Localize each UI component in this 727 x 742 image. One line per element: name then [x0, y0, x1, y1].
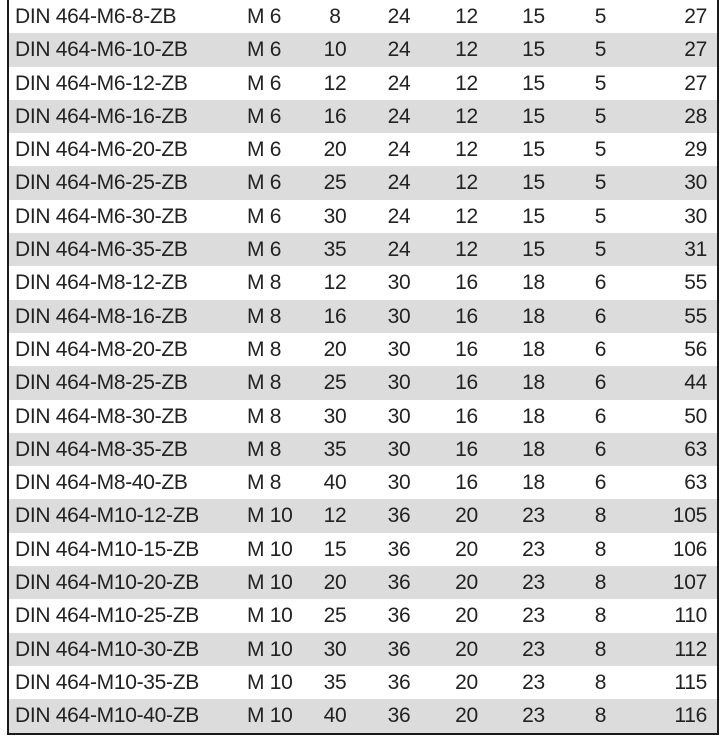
- dimension-cell: 15: [500, 33, 567, 66]
- table-row: [9, 200, 717, 233]
- dimension-cell: 15: [500, 233, 567, 266]
- table-row: [9, 666, 717, 699]
- thread-size-cell: M 10: [247, 537, 293, 561]
- part-number-cell: DIN 464-M8-12-ZB: [15, 271, 188, 295]
- dimension-cell: 18: [522, 404, 545, 428]
- table-row: [9, 266, 717, 299]
- head-diameter-cell: 30: [365, 433, 433, 466]
- thread-size-cell: M 10: [245, 499, 305, 532]
- thread-size-cell: M 10: [245, 633, 305, 666]
- head-diameter-cell: 24: [365, 166, 433, 199]
- head-diameter-cell: 36: [387, 537, 411, 561]
- head-diameter-cell: 30: [387, 471, 411, 495]
- head-diameter-cell: 24: [387, 204, 411, 228]
- table-row: [9, 67, 717, 100]
- weight-cell: 55: [634, 300, 717, 333]
- weight-cell: 30: [684, 204, 707, 228]
- dimension-cell: 8: [567, 566, 634, 599]
- thread-size-cell: M 8: [247, 404, 282, 428]
- dimension-cell: 6: [594, 271, 607, 295]
- part-number-cell: DIN 464-M8-20-ZB: [15, 337, 188, 361]
- length-cell: 12: [323, 71, 347, 95]
- head-height-cell: 16: [433, 300, 500, 333]
- length-cell: 40: [305, 699, 365, 732]
- dimension-cell: 8: [594, 670, 607, 694]
- table-row: [9, 166, 717, 199]
- head-height-cell: 16: [455, 471, 478, 495]
- dimension-cell: 8: [567, 499, 634, 532]
- head-diameter-cell: 24: [365, 33, 433, 66]
- thread-size-cell: M 6: [247, 71, 282, 95]
- dimension-cell: 5: [594, 5, 607, 28]
- weight-cell: 44: [634, 366, 717, 399]
- dimension-cell: 15: [500, 166, 567, 199]
- table-row: [9, 499, 717, 532]
- dimension-cell: 15: [522, 71, 545, 95]
- part-number-cell: DIN 464-M6-10-ZB: [9, 33, 245, 66]
- head-height-cell: 20: [455, 537, 478, 561]
- head-height-cell: 16: [433, 366, 500, 399]
- head-diameter-cell: 30: [365, 300, 433, 333]
- head-diameter-cell: 24: [387, 138, 411, 162]
- length-cell: 25: [305, 166, 365, 199]
- part-number-cell: DIN 464-M6-8-ZB: [15, 5, 177, 28]
- table-row: [9, 699, 717, 732]
- dimension-cell: 6: [594, 337, 607, 361]
- head-diameter-cell: 24: [387, 71, 411, 95]
- thread-size-cell: M 10: [247, 670, 293, 694]
- length-cell: 16: [305, 100, 365, 133]
- head-diameter-cell: 30: [365, 366, 433, 399]
- weight-cell: 31: [634, 233, 717, 266]
- dimension-cell: 18: [500, 366, 567, 399]
- dimension-cell: 6: [567, 300, 634, 333]
- part-number-cell: DIN 464-M6-12-ZB: [15, 71, 188, 95]
- thread-size-cell: M 8: [245, 300, 305, 333]
- length-cell: 20: [305, 566, 365, 599]
- part-number-cell: DIN 464-M6-16-ZB: [9, 100, 245, 133]
- dimension-cell: 18: [500, 433, 567, 466]
- weight-cell: 56: [684, 337, 707, 361]
- weight-cell: 55: [684, 271, 707, 295]
- dimension-cell: 5: [567, 100, 634, 133]
- table-row: [9, 466, 717, 499]
- weight-cell: 29: [684, 138, 707, 162]
- table-row: [9, 566, 717, 599]
- length-cell: 35: [305, 433, 365, 466]
- weight-cell: 63: [684, 471, 707, 495]
- length-cell: 40: [323, 471, 347, 495]
- head-height-cell: 12: [455, 71, 478, 95]
- thread-size-cell: M 6: [247, 138, 282, 162]
- head-height-cell: 20: [433, 633, 500, 666]
- head-diameter-cell: 30: [387, 404, 411, 428]
- length-cell: 35: [305, 233, 365, 266]
- head-height-cell: 12: [433, 33, 500, 66]
- table-row: [9, 333, 717, 366]
- thread-size-cell: M 8: [245, 366, 305, 399]
- length-cell: 12: [323, 271, 347, 295]
- thread-size-cell: M 10: [245, 566, 305, 599]
- dimension-cell: 6: [567, 433, 634, 466]
- part-number-cell: DIN 464-M8-30-ZB: [15, 404, 188, 428]
- part-number-cell: DIN 464-M10-25-ZB: [15, 604, 199, 628]
- head-height-cell: 12: [455, 204, 478, 228]
- length-cell: 16: [305, 300, 365, 333]
- dimension-cell: 5: [567, 33, 634, 66]
- dimension-cell: 8: [594, 604, 607, 628]
- head-diameter-cell: 30: [387, 271, 411, 295]
- part-number-cell: DIN 464-M8-40-ZB: [15, 471, 188, 495]
- head-height-cell: 20: [433, 699, 500, 732]
- table-row: [9, 433, 717, 466]
- thread-size-cell: M 6: [247, 204, 282, 228]
- table-row: [9, 133, 717, 166]
- head-diameter-cell: 36: [365, 566, 433, 599]
- thread-size-cell: M 6: [245, 33, 305, 66]
- weight-cell: 63: [634, 433, 717, 466]
- dimension-cell: 18: [522, 337, 545, 361]
- length-cell: 30: [323, 204, 347, 228]
- dimension-cell: 5: [594, 71, 607, 95]
- weight-cell: 106: [672, 537, 707, 561]
- weight-cell: 112: [634, 633, 717, 666]
- length-cell: 8: [329, 5, 341, 28]
- head-diameter-cell: 36: [365, 633, 433, 666]
- length-cell: 10: [305, 33, 365, 66]
- head-height-cell: 16: [455, 271, 478, 295]
- dimension-cell: 23: [500, 699, 567, 732]
- weight-cell: 27: [684, 71, 707, 95]
- head-height-cell: 20: [433, 566, 500, 599]
- table-row: [9, 300, 717, 333]
- part-number-cell: DIN 464-M8-16-ZB: [9, 300, 245, 333]
- dimension-cell: 23: [522, 670, 545, 694]
- weight-cell: 110: [674, 604, 707, 628]
- dimension-cell: 23: [522, 604, 545, 628]
- table-row: [9, 599, 717, 632]
- length-cell: 12: [305, 499, 365, 532]
- table-row: [9, 33, 717, 66]
- weight-cell: 27: [684, 5, 707, 28]
- thread-size-cell: M 8: [247, 271, 282, 295]
- length-cell: 15: [323, 537, 347, 561]
- dimension-cell: 18: [500, 300, 567, 333]
- table-row: [9, 533, 717, 566]
- part-number-cell: DIN 464-M6-35-ZB: [9, 233, 245, 266]
- head-diameter-cell: 36: [387, 604, 411, 628]
- length-cell: 30: [305, 633, 365, 666]
- dimension-cell: 8: [567, 699, 634, 732]
- part-number-cell: DIN 464-M10-15-ZB: [15, 537, 199, 561]
- part-number-cell: DIN 464-M8-25-ZB: [9, 366, 245, 399]
- weight-cell: 107: [634, 566, 717, 599]
- thread-size-cell: M 6: [245, 233, 305, 266]
- length-cell: 20: [323, 138, 347, 162]
- head-height-cell: 20: [433, 499, 500, 532]
- table-row: [9, 366, 717, 399]
- table-row: [9, 100, 717, 133]
- product-table-container: [7, 0, 719, 735]
- head-diameter-cell: 36: [387, 670, 411, 694]
- weight-cell: 30: [634, 166, 717, 199]
- thread-size-cell: M 8: [245, 433, 305, 466]
- weight-cell: 28: [634, 100, 717, 133]
- head-diameter-cell: 36: [365, 499, 433, 532]
- dimension-cell: 8: [594, 537, 607, 561]
- dimension-cell: 8: [567, 633, 634, 666]
- dimension-cell: 15: [522, 138, 545, 162]
- table-row: [9, 633, 717, 666]
- head-height-cell: 16: [455, 337, 478, 361]
- part-number-cell: DIN 464-M6-30-ZB: [15, 204, 188, 228]
- dimension-cell: 15: [522, 204, 545, 228]
- dimension-cell: 5: [594, 204, 607, 228]
- thread-size-cell: M 10: [247, 604, 293, 628]
- weight-cell: 27: [634, 33, 717, 66]
- part-number-cell: DIN 464-M6-25-ZB: [9, 166, 245, 199]
- dimension-cell: 18: [522, 271, 545, 295]
- part-number-cell: DIN 464-M10-12-ZB: [9, 499, 245, 532]
- part-number-cell: DIN 464-M10-35-ZB: [15, 670, 199, 694]
- length-cell: 25: [323, 604, 347, 628]
- dimension-cell: 5: [567, 233, 634, 266]
- head-height-cell: 12: [433, 100, 500, 133]
- thread-size-cell: M 10: [245, 699, 305, 732]
- weight-cell: 116: [634, 699, 717, 732]
- length-cell: 20: [323, 337, 347, 361]
- weight-cell: 105: [634, 499, 717, 532]
- weight-cell: 50: [684, 404, 707, 428]
- dimension-cell: 23: [500, 499, 567, 532]
- table-body: [9, 0, 717, 733]
- dimension-cell: 15: [500, 100, 567, 133]
- weight-cell: 115: [674, 670, 707, 694]
- head-height-cell: 12: [455, 138, 478, 162]
- head-height-cell: 16: [433, 433, 500, 466]
- head-height-cell: 12: [455, 5, 478, 28]
- head-height-cell: 12: [433, 233, 500, 266]
- dimension-cell: 23: [500, 633, 567, 666]
- dimension-cell: 5: [567, 166, 634, 199]
- head-diameter-cell: 30: [387, 337, 411, 361]
- part-number-cell: DIN 464-M10-20-ZB: [9, 566, 245, 599]
- product-table: [9, 0, 717, 733]
- length-cell: 25: [305, 366, 365, 399]
- dimension-cell: 6: [594, 471, 607, 495]
- dimension-cell: 18: [522, 471, 545, 495]
- head-diameter-cell: 36: [365, 699, 433, 732]
- part-number-cell: DIN 464-M6-20-ZB: [15, 138, 188, 162]
- thread-size-cell: M 6: [245, 166, 305, 199]
- head-height-cell: 16: [455, 404, 478, 428]
- dimension-cell: 6: [594, 404, 607, 428]
- dimension-cell: 15: [522, 5, 545, 28]
- length-cell: 30: [323, 404, 347, 428]
- thread-size-cell: M 8: [247, 471, 282, 495]
- dimension-cell: 23: [522, 537, 545, 561]
- head-height-cell: 20: [455, 670, 478, 694]
- head-height-cell: 20: [455, 604, 478, 628]
- dimension-cell: 23: [500, 566, 567, 599]
- head-diameter-cell: 24: [365, 100, 433, 133]
- dimension-cell: 6: [567, 366, 634, 399]
- head-height-cell: 12: [433, 166, 500, 199]
- head-diameter-cell: 24: [365, 233, 433, 266]
- part-number-cell: DIN 464-M8-35-ZB: [9, 433, 245, 466]
- thread-size-cell: M 8: [247, 337, 282, 361]
- table-row: [9, 0, 717, 33]
- part-number-cell: DIN 464-M10-40-ZB: [9, 699, 245, 732]
- head-diameter-cell: 24: [387, 5, 411, 28]
- table-row: [9, 233, 717, 266]
- dimension-cell: 5: [594, 138, 607, 162]
- table-row: [9, 400, 717, 433]
- thread-size-cell: M 6: [245, 100, 305, 133]
- thread-size-cell: M 6: [247, 5, 282, 28]
- part-number-cell: DIN 464-M10-30-ZB: [9, 633, 245, 666]
- length-cell: 35: [323, 670, 347, 694]
